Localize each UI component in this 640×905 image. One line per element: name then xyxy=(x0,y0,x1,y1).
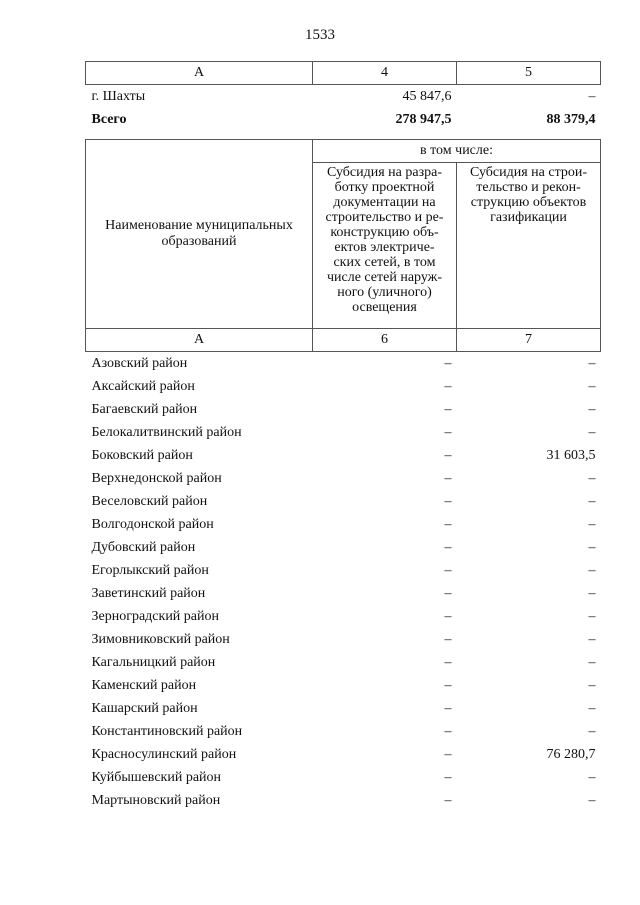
value-cell: – xyxy=(588,723,596,739)
municipality-name: Егорлыкский район xyxy=(91,562,209,578)
summary-header-col-4: 4 xyxy=(313,62,457,85)
municipality-name: Мартыновский район xyxy=(91,792,221,808)
table-row xyxy=(86,789,601,812)
municipality-name: Константиновский район xyxy=(91,723,243,739)
table-row xyxy=(86,674,601,697)
table-row xyxy=(86,766,601,789)
value-cell: – xyxy=(444,516,452,532)
subsidy-gas-text: Субсидия на строи- тельство и рекон- струкцию объектов газификации xyxy=(469,165,588,225)
value-cell: – xyxy=(444,447,452,463)
value-cell: – xyxy=(444,424,452,440)
value-cell: – xyxy=(444,539,452,555)
value-cell: 88 379,4 xyxy=(546,111,596,127)
municipality-name: Боковский район xyxy=(91,447,193,463)
summary-row xyxy=(86,108,601,131)
subsidy-number-col-6: 6 xyxy=(313,329,457,352)
summary-table xyxy=(85,61,601,131)
municipality-name: Багаевский район xyxy=(91,401,198,417)
table-row xyxy=(86,697,601,720)
municipality-name: г. Шахты xyxy=(91,88,146,104)
subsidy-electric-header xyxy=(313,163,457,329)
value-cell: – xyxy=(588,562,596,578)
including-group-header: в том числе: xyxy=(313,140,601,163)
table-row xyxy=(86,398,601,421)
value-cell: – xyxy=(444,493,452,509)
table-row xyxy=(86,467,601,490)
value-cell: – xyxy=(588,585,596,601)
municipality-name: Красносулинский район xyxy=(91,746,237,762)
subsidy-number-row xyxy=(86,329,601,352)
value-cell: – xyxy=(444,677,452,693)
municipality-name: Заветинский район xyxy=(91,585,206,601)
value-cell: – xyxy=(444,792,452,808)
value-cell: – xyxy=(444,700,452,716)
value-cell: – xyxy=(588,355,596,371)
page-number: 1533 xyxy=(305,27,335,43)
municipality-name: Веселовский район xyxy=(91,493,208,509)
value-cell: – xyxy=(588,378,596,394)
municipality-name: Зерноградский район xyxy=(91,608,219,624)
summary-header-row xyxy=(86,62,601,85)
subsidy-table xyxy=(85,139,601,812)
value-cell: – xyxy=(588,539,596,555)
value-cell: – xyxy=(444,378,452,394)
value-cell: – xyxy=(588,654,596,670)
municipality-name: Дубовский район xyxy=(91,539,196,555)
municipality-name: Азовский район xyxy=(91,355,188,371)
value-cell: – xyxy=(444,585,452,601)
municipality-name: Куйбышевский район xyxy=(91,769,222,785)
value-cell: – xyxy=(444,355,452,371)
value-cell: – xyxy=(588,792,596,808)
subsidy-number-col-7: 7 xyxy=(457,329,601,352)
table-row xyxy=(86,582,601,605)
value-cell: 76 280,7 xyxy=(546,746,596,762)
municipality-name: Верхнедонской район xyxy=(91,470,222,486)
value-cell: – xyxy=(444,562,452,578)
summary-header-col-5: 5 xyxy=(457,62,601,85)
table-row xyxy=(86,352,601,376)
value-cell: – xyxy=(588,401,596,417)
table-row xyxy=(86,605,601,628)
subsidy-gas-header xyxy=(457,163,601,329)
summary-header-col-a: А xyxy=(86,62,313,85)
table-row xyxy=(86,651,601,674)
municipality-name: Кашарский район xyxy=(91,700,198,716)
value-cell: – xyxy=(444,654,452,670)
value-cell: – xyxy=(444,470,452,486)
municipality-name: Белокалитвинский район xyxy=(91,424,242,440)
table-row xyxy=(86,536,601,559)
value-cell: – xyxy=(588,631,596,647)
value-cell: – xyxy=(588,769,596,785)
value-cell: – xyxy=(588,424,596,440)
subsidy-electric-text: Субсидия на разра- ботку проектной документации на строительство и ре- конструкцию объ- ектов электриче- ских сетей, в том числе сетей наруж- ного (уличного) освещения xyxy=(325,165,444,315)
table-row xyxy=(86,375,601,398)
table-row xyxy=(86,628,601,651)
subsidy-number-col-a: А xyxy=(86,329,313,352)
value-cell: – xyxy=(588,88,596,104)
value-cell: – xyxy=(444,746,452,762)
municipality-name: Зимовниковский район xyxy=(91,631,230,647)
municipality-name: Всего xyxy=(91,111,127,127)
municipality-name: Аксайский район xyxy=(91,378,195,394)
table-row xyxy=(86,490,601,513)
value-cell: – xyxy=(588,608,596,624)
value-cell: – xyxy=(588,700,596,716)
value-cell: 278 947,5 xyxy=(395,111,452,127)
value-cell: 45 847,6 xyxy=(402,88,452,104)
summary-row xyxy=(86,85,601,109)
municipality-column-header: Наименование муниципальных образований xyxy=(86,140,313,329)
municipality-name: Волгодонской район xyxy=(91,516,214,532)
municipality-name: Каменский район xyxy=(91,677,197,693)
value-cell: – xyxy=(444,608,452,624)
value-cell: – xyxy=(444,631,452,647)
value-cell: – xyxy=(444,769,452,785)
table-row xyxy=(86,444,601,467)
table-row xyxy=(86,720,601,743)
table-row xyxy=(86,421,601,444)
municipality-name: Кагальницкий район xyxy=(91,654,216,670)
value-cell: – xyxy=(588,470,596,486)
value-cell: – xyxy=(588,516,596,532)
value-cell: – xyxy=(444,723,452,739)
value-cell: – xyxy=(588,493,596,509)
table-row xyxy=(86,743,601,766)
table-row xyxy=(86,513,601,536)
value-cell: 31 603,5 xyxy=(546,447,596,463)
table-row xyxy=(86,559,601,582)
value-cell: – xyxy=(444,401,452,417)
value-cell: – xyxy=(588,677,596,693)
